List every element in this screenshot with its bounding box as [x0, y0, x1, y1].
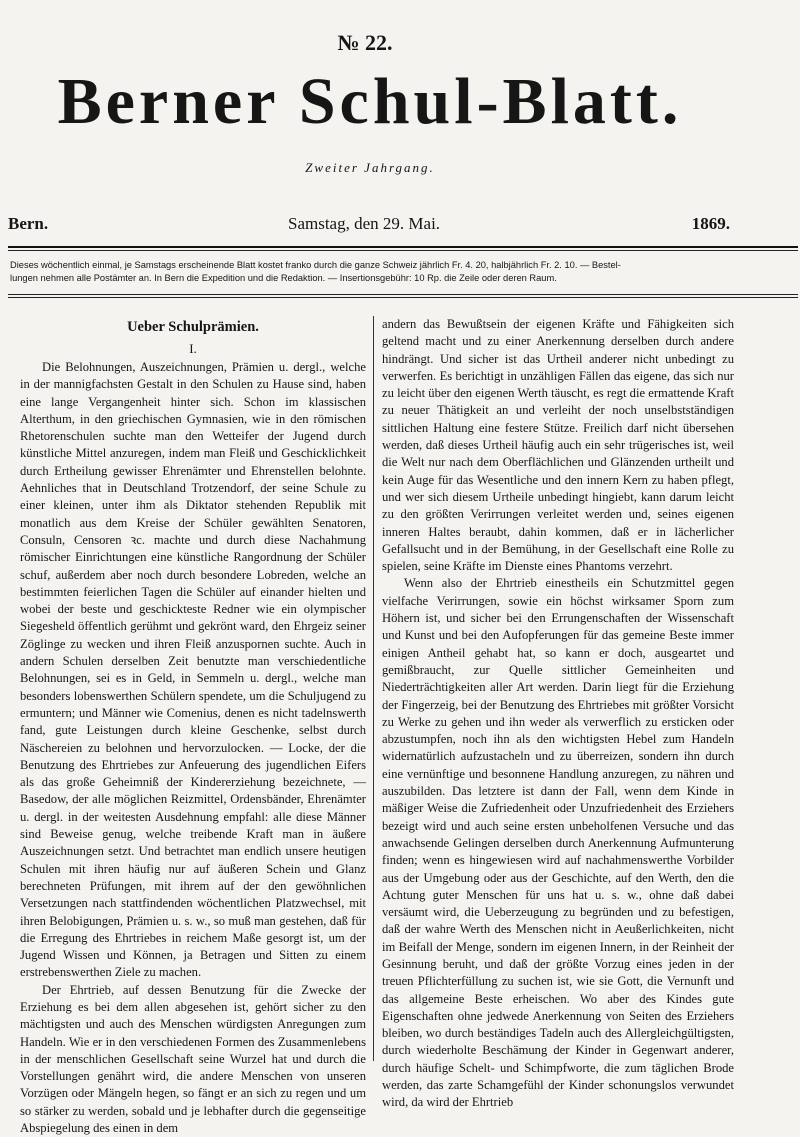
notice-rule-thin: [8, 297, 798, 298]
header-rule-thin: [8, 250, 798, 251]
issue-number: № 22.: [337, 30, 393, 55]
paragraph: Der Ehrtrieb, auf dessen Benutzung für die Zwecke der Erziehung es bei dem allen abgesehen ist, gehört sicher zu den mächtigsten und auch des Menschen würdigsten Anregungen zum Handeln. Wie er in den verschiedenen Formen des Zusammenlebens in der menschlichen Gesellschaft seine Wurzel hat und durch die Vorstellungen genährt wird, die andere Menschen von unseren Vorzügen oder Mängeln hegen, so fängt er an sich zu regen und um so stärker zu werden, sobald und je lebhafter durch die gegenseitige Abspiegelung des einen in dem: [20, 982, 366, 1136]
notice-line-1: Dieses wöchentlich einmal, je Samstags erscheinende Blatt kostet franko durch die ganze Schweiz jährlich Fr. 4. 20, halbjährlich Fr. 2. 10. — Bestel-: [10, 260, 621, 270]
paragraph: Wenn also der Ehrtrieb einestheils ein Schutzmittel gegen vielfache Verirrungen, sowie ein höchst wirksamer Sporn zum Höhern ist, und sicher bei den Errungenschaften der Wissenschaft und Kunst und bei den Aufopferungen für das gemeine Beste immer einigen Antheil gehabt hat, so kann er doch, ausgeartet und gemißbraucht, zur Quelle sittlicher Gemeinheiten und Niederträchtigkeiten aller Art werden. Darin liegt für die Erziehung der Fingerzeig, bei der Benutzung des Ehrtriebes mit größter Vorsicht zu Werke zu gehen und ihn weder als verwerflich zu ersticken oder abzustumpfen, noch ihn als den wichtigsten Hebel zum Handeln widernatürlich aufzustacheln und zu überreizen, sondern ihn durch eine vernünftige und besonnene Handlung anzuregen, zu nähren und auszubilden. Das letztere ist dann der Fall, wenn dem Kinde in mäßiger Weise die Zufriedenheit oder Unzufriedenheit des Erziehers bezeigt wird und auch seine ersten unbeholfenen Versuche und das anwachsende Gelingen derselben durch Anerkennung Aufmunterung finden; wenn es hingewiesen wird auf nachahmenswerthe Vorbilder aus der Umgebung oder aus der Geschichte, auf den Werth, den die Achtung guter Menschen für uns hat u. s. w., ohne daß dabei versäumt wird, die Ueberzeugung zu begründen und zu befestigen, daß der wahre Werth des Menschen nicht in Aeußerlichkeiten, nicht im Beifall der Menge, sondern im eigenen Innern, in der Reinheit der Gesinnung beruht, und daß der größte Vorzug eines jeden in der treuen Pflichterfüllung zu suchen ist, wie sie Gott, die Vernunft und das allgemeine Beste erheischen. Wo aber des Kindes gute Eigenschaften ohne jedwede Anerkennung von Seiten des Erziehers bleiben, wo durch beständiges Tadeln auch des Allergleichgültigsten, durch wiederholte Beschämung der Kinder in Gegenwart anderer, durch häufige Schelt- und Schimpfworte, die zum täglichen Brode werden, das zarte Schamgefühl der Kinder schonungslos verwundet wird, da wird der Ehrtrieb: [382, 576, 734, 1110]
column-divider: [373, 316, 374, 1061]
subtitle: Zweiter Jahrgang.: [305, 160, 435, 175]
subscription-notice: [10, 259, 710, 285]
masthead-title: Berner Schul-Blatt.: [57, 65, 683, 138]
header-rule: [8, 246, 798, 248]
left-column: [20, 318, 366, 1137]
place: Bern.: [8, 214, 49, 233]
right-column: [382, 316, 734, 1112]
notice-line-2: lungen nehmen alle Postämter an. In Bern die Expedition und die Redaktion. — Insertionsgebühr: 10 Rp. die Zeile oder deren Raum.: [10, 273, 557, 283]
article-part-number: I.: [189, 341, 197, 356]
article-title: Ueber Schulprämien.: [127, 319, 259, 335]
issue-date: Samstag, den 29. Mai.: [288, 214, 441, 233]
notice-rule: [8, 294, 798, 295]
paragraph: Die Belohnungen, Auszeichnungen, Prämien u. dergl., welche in der mannigfachsten Gestalt in den Schulen zu Hause sind, haben eine lange Vergangenheit hinter sich. Schon im klassischen Alterthum, in den griechischen Gymnasien, wie in den römischen Rhetorenschulen suchte man den Wetteifer der Jugend durch künstliche Mittel anzuregen, indem man Fleiß und Geschicklichkeit durch Ertheilung gewisser Ehrenämter und Ehrenstellen belohnte. Aehnliches that in Deutschland Trotzendorf, der seine Schule zu einer kleinen, unter ihm als Diktator stehenden Republik mit monatlich aus dem Kreise der Schüler gewählten Senatoren, Consuln, Censoren ꝛc. machte und durch diese Nachahmung römischer Einrichtungen eine künstliche Rangordnung der Schüler schuf, außerdem aber noch durch besondere Lobreden, welche an bestimmten feierlichen Tagen die Schüler auf einander hielten und wobei der beste und geschickteste Redner wie ein olympischer Siegesheld öffentlich gerühmt und gekrönt ward, den Ehrgeiz seiner Zöglinge zu wecken und ihren Fleiß anzuspornen suchte. Auch in andern Schulen derselben Zeit benutzte man verschiedentliche Belohnungen, sei es in Geld, in Semmeln u. dergl., welche man besonders lobenswerthen Schülern spendete, um die Schuljugend zu ermuntern; und Männer wie Comenius, denen es nicht tadelnswerth fand, gute Leistungen durch kleine Geschenke, selbst durch Näschereien zu belohnen und hervorzulocken. — Locke, der die Benutzung des Ehrtriebes zur Anfeuerung des jugendlichen Eifers als das große Geheimniß der Kindererziehung bezeichnete, — Basedow, der alle möglichen Reizmittel, Ordensbänder, Ehrenämter u. dergl. in der weitesten Ausdehnung empfahl: alle diese Männer sind Beweise genug, welche treibende Kraft man in äußere Auszeichnungen setzt. Und betrachtet man endlich unsere heutigen Schulen mit ihren häufig nur auf äußeren Schein und Glanz berechneten Prüfungen, mit ihrem auf der den gewöhnlichen Versetzungen nach stattfindenden wöchentlichen Platzwechsel, mit ihren Belobigungen, Prämien u. s. w., so muß man gestehen, daß für die Erregung des Ehrtriebes in reichem Maße gesorgt ist, um der Jugend Wissen und Können, ja Betragen und Sitten zu einem erstrebenswerthen Ziele zu machen.: [20, 360, 366, 980]
paragraph: andern das Bewußtsein der eigenen Kräfte und Fähigkeiten sich geltend macht und zu einer Anerkennung derselben durch andere hindrängt. Und sicher ist das Urtheil anderer nicht unbedingt zu verwerfen. Es berichtigt in unzähligen Fällen das eigene, das sich nur zu leicht über den eigenen Werth täuscht, es regt die ermattende Kraft zu neuer Thätigkeit an und verleiht der noch unselbstständigen sittlichen Haltung eine festere Stütze. Freilich darf nicht übersehen werden, daß dieses Urtheil häufig auch ein sehr trügerisches ist, weil die Welt nur nach dem Oberflächlichen und Glänzenden urtheilt und kein Auge für das Wesentliche und den innern Kern zu haben pflegt, und wer sich diesem Urtheile unbedingt hingiebt, kann darum leicht zu den größten Verirrungen verleitet werden und, seines eigenen inneren Haltes beraubt, dahin kommen, daß er in lächerlicher Gefallsucht und in der Bemühung, in der Gesellschaft eine Rolle zu spielen, seine Kräfte im Dienste eines Phantoms verzehrt.: [382, 317, 734, 574]
issue-year: 1869.: [691, 214, 730, 233]
dateline: [8, 214, 730, 238]
